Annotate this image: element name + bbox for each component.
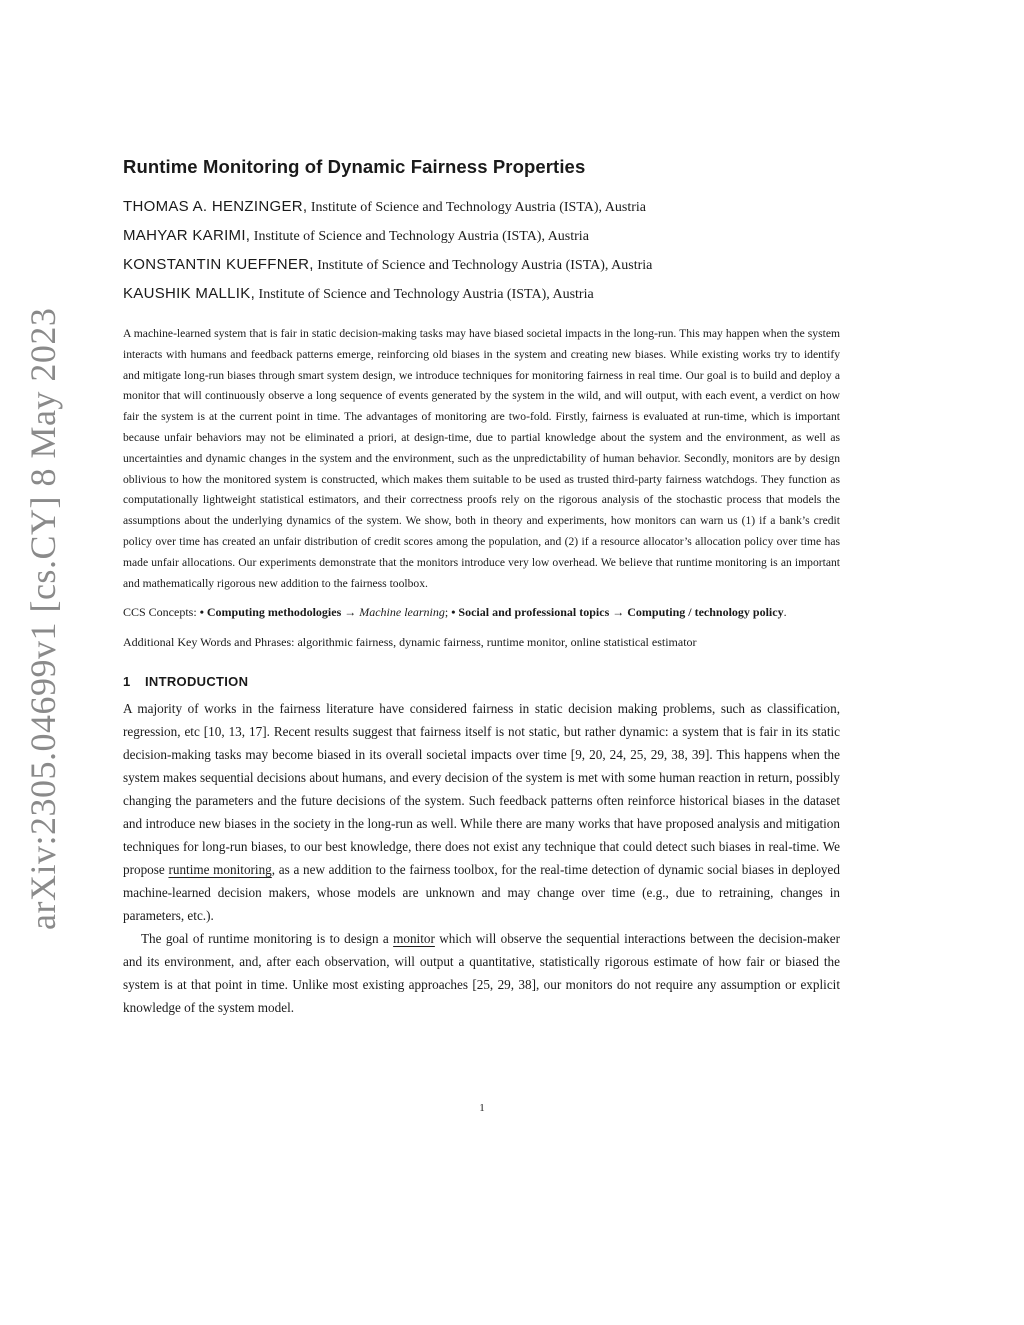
ccs-label: CCS Concepts: — [123, 605, 200, 620]
page-number: 1 — [479, 1102, 485, 1114]
author-name: KAUSHIK MALLIK, — [123, 285, 256, 302]
author-affiliation: Institute of Science and Technology Austria (ISTA), Austria — [253, 229, 589, 244]
section-title: INTRODUCTION — [145, 674, 249, 690]
ccs-bullet-social: • Social and professional topics — [451, 605, 610, 620]
author-entry — [123, 227, 840, 246]
ccs-computing-policy: Computing / technology policy — [627, 605, 784, 620]
ccs-end: . — [783, 605, 787, 620]
intro-paragraph-2 — [123, 927, 840, 1019]
author-name: THOMAS A. HENZINGER, — [123, 198, 308, 215]
ccs-machine-learning: Machine learning — [359, 605, 445, 620]
runtime-monitoring-term: runtime monitoring — [168, 862, 272, 878]
monitor-term: monitor — [393, 931, 435, 947]
ccs-arrow: → — [609, 605, 628, 620]
keywords: Additional Key Words and Phrases: algorithmic fairness, dynamic fairness, runtime monitor, online statistical estimator — [123, 635, 697, 650]
ccs-arrow: → — [341, 605, 360, 620]
arxiv-identifier: arXiv:2305.04699v1 [cs.CY] 8 May 2023 — [23, 307, 63, 930]
abstract: A machine-learned system that is fair in static decision-making tasks may have biased societal impacts in the long-run. This may happen when the system interacts with humans and feedback patterns emerge, reinforcing old biases in the system and creating new biases. While existing works try to identify and mitigate long-run biases through smart system design, we introduce techniques for monitoring fairness in real time. Our goal is to build and deploy a monitor that will continuously observe a long sequence of events generated by the system in the wild, and will output, with each event, a verdict on how fair the system is at the current point in time. The advantages of monitoring are two-fold. Firstly, fairness is evaluated at run-time, which is important because unfair behaviors may not be eliminated a priori, at design-time, due to partial knowledge about the system and the environment, as well as uncertainties and dynamic changes in the system and the environment, such as the unpredictability of human behavior. Secondly, monitors are by design oblivious to how the monitored system is constructed, which makes them suitable to be used as trusted third-party fairness watchdogs. They function as computationally lightweight statistical estimators, and their correctness proofs rely on the rigorous analysis of the stochastic process that models the assumptions about the underlying dynamics of the system. We show, both in theory and experiments, how monitors can warn us (1) if a bank’s credit policy over time has created an unfair distribution of credit scores among the population, and (2) if a resource allocator’s allocation policy over time has made unfair allocations. Our experiments demonstrate that the monitors introduce very low overhead. We believe that runtime monitoring is an important and mathematically rigorous new addition to the fairness toolbox. — [123, 327, 840, 590]
ccs-concepts — [123, 602, 840, 623]
author-affiliation: Institute of Science and Technology Austria (ISTA), Austria — [310, 200, 646, 215]
ccs-separator: ; — [444, 605, 452, 620]
para1-text-a: A majority of works in the fairness literature have considered fairness in static decision making problems, such as classification, regression, etc [10, 13, 17]. Recent results suggest that fairness itself is not static, but rather dynamic: a system that is fair in its static decision-making tasks may become biased in its overall societal impacts over time [9, 20, 24, 25, 29, 38, 39]. This happens when the system makes sequential decisions about humans, and every decision of the system is met with some human reaction in return, possibly changing the parameters and the future decisions of the system. Such feedback patterns often reinforce historical biases in the dataset and introduce new biases in the society in the long-run as well. While there are many works that have proposed analysis and mitigation techniques for long-run biases, to our best knowledge, there does not exist any technique that could detect such biases in real-time. We propose — [123, 701, 840, 878]
ccs-bullet-computing: • Computing methodologies — [199, 605, 342, 620]
paper-body — [123, 150, 840, 1019]
author-name: KONSTANTIN KUEFFNER, — [123, 256, 314, 273]
intro-paragraph-1 — [123, 697, 840, 927]
author-affiliation: Institute of Science and Technology Austria (ISTA), Austria — [258, 287, 594, 302]
author-list — [123, 198, 840, 304]
author-name: MAHYAR KARIMI, — [123, 227, 251, 244]
author-entry — [123, 256, 840, 275]
paper-title: Runtime Monitoring of Dynamic Fairness Properties — [123, 156, 586, 177]
section-number: 1 — [123, 674, 131, 690]
author-entry — [123, 198, 840, 217]
author-affiliation: Institute of Science and Technology Austria (ISTA), Austria — [317, 258, 653, 273]
author-entry — [123, 285, 840, 304]
para1-text-b: , as a new addition to the fairness toolbox, for the real-time detection of dynamic social biases in deployed machine-learned decision makers, whose models are unknown and may change over time (e.g., due to retraining, changes in parameters, etc.). — [123, 862, 840, 924]
para2-text-b: which will observe the sequential interactions between the decision-maker and its environment, and, after each observation, will output a quantitative, statistically rigorous estimate of how fair or biased the system is at that point in time. Unlike most existing approaches [25, 29, 38], our monitors do not require any assumption or explicit knowledge of the system model. — [123, 931, 840, 1016]
para2-text-a: The goal of runtime monitoring is to design a — [141, 931, 394, 947]
section-heading — [123, 674, 840, 689]
